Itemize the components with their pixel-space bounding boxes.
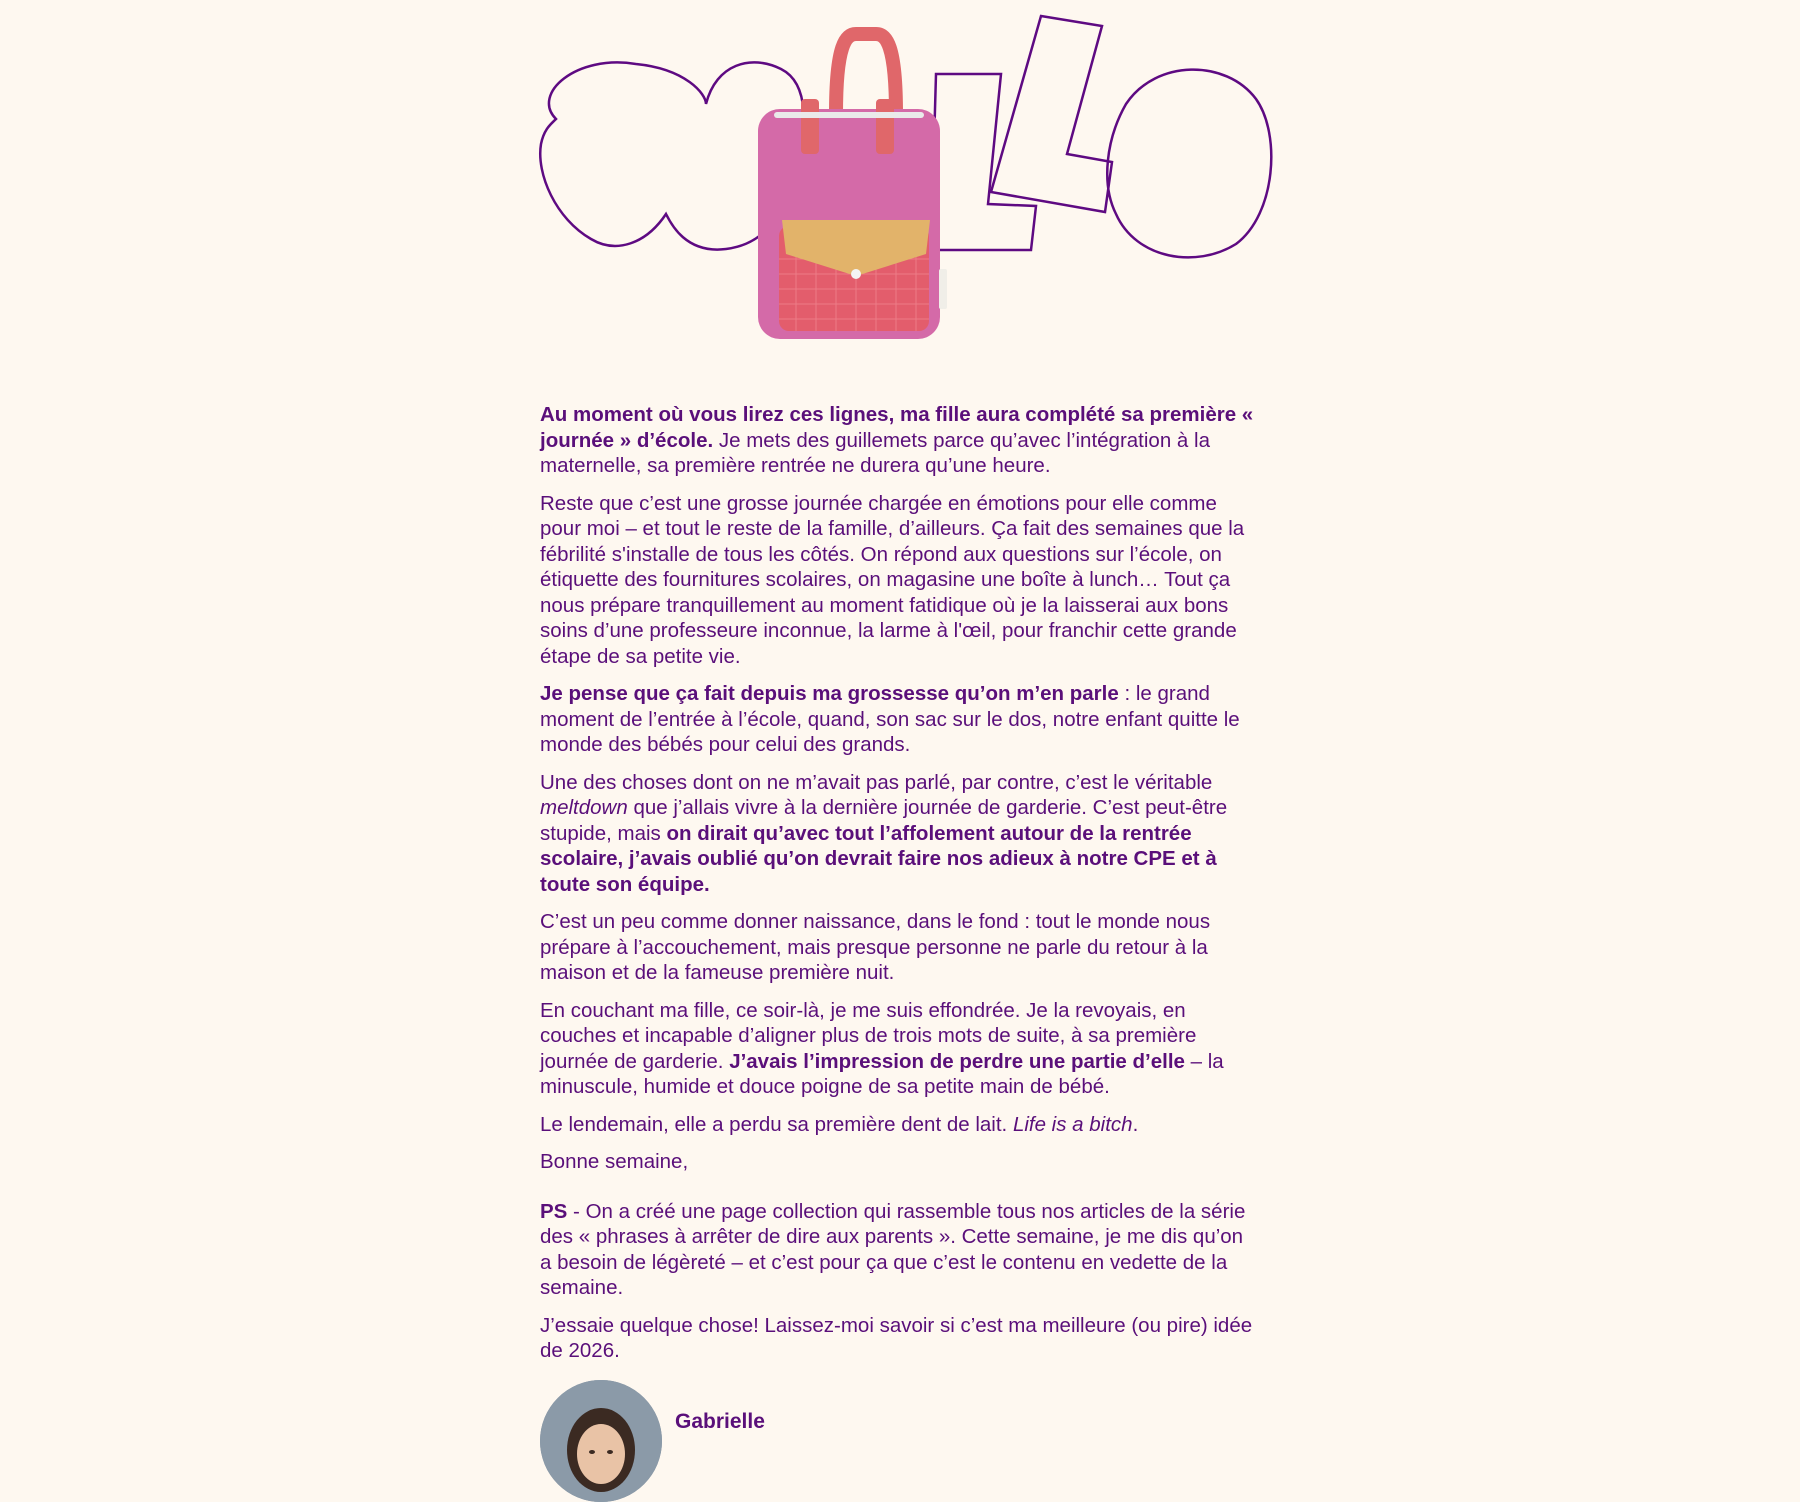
p4-start: Une des choses dont on ne m’avait pas parlé, par contre, c’est le véritable bbox=[540, 770, 1213, 794]
p6-bold: J’avais l’impression de perdre une partie d’elle bbox=[729, 1049, 1185, 1073]
letter-l2-outline bbox=[991, 16, 1112, 212]
paragraph-intro bbox=[540, 402, 1260, 479]
p4-italic: meltdown bbox=[540, 796, 628, 819]
paragraph-2: Reste que c’est une grosse journée chargée en émotions pour elle comme pour moi – et tout le reste de la famille, d’ailleurs. Ça fait des semaines que la fébrilité s'installe de tous les côtés. On répond aux questions sur l’école, on étiquette des fournitures scolaires, on magasine une boîte à lunch… Tout ça nous prépare tranquillement au moment fatidique où je la laisserai aux bons soins d’une professeure inconnue, la larme à l'œil, pour franchir cette grande étape de sa petite vie. bbox=[540, 491, 1245, 668]
p4-bold: on dirait qu’avec tout l’affolement autour de la rentrée scolaire, j’avais oublié qu’on devrait faire nos adieux à notre CPE et à toute son équipe. bbox=[540, 821, 1217, 896]
author-name: Gabrielle bbox=[675, 1410, 765, 1433]
p6-rest: – la minuscule, humide et douce poigne de sa petite main de bébé. bbox=[540, 1049, 1224, 1098]
p7-end: . bbox=[1132, 1112, 1139, 1136]
paragraph-5: C’est un peu comme donner naissance, dans le fond : tout le monde nous prépare à l’accouchement, mais presque personne ne parle du retour à la maison et de la fameuse première nuit. bbox=[540, 910, 1211, 984]
author-block bbox=[540, 1380, 940, 1440]
article-body bbox=[540, 402, 1260, 1376]
p3-rest: : le grand moment de l’entrée à l’école, quand, son sac sur le dos, notre enfant quitte le monde des bébés pour celui des grands. bbox=[540, 682, 1240, 756]
paragraph-7 bbox=[540, 1112, 1260, 1138]
paragraph-ps bbox=[540, 1199, 1260, 1301]
letter-o-outline bbox=[1107, 70, 1271, 258]
backpack-tag bbox=[939, 269, 947, 309]
intro-rest: Je mets des guillemets parce qu’avec l’intégration à la maternelle, sa première rentrée ne durera qu’une heure. bbox=[540, 428, 1210, 477]
p4-middle: que j’allais vivre à la dernière journée de garderie. C’est peut-être stupide, mais bbox=[540, 796, 1228, 845]
hero-illustration bbox=[536, 14, 1276, 354]
backpack-button bbox=[851, 269, 861, 279]
author-photo bbox=[540, 1380, 662, 1502]
paragraph-closing: J’essaie quelque chose! Laissez-moi savoir si c’est ma meilleure (ou pire) idée de 2026. bbox=[540, 1313, 1253, 1362]
ps-label: PS bbox=[540, 1199, 568, 1223]
p7-start: Le lendemain, elle a perdu sa première dent de lait. bbox=[540, 1112, 1013, 1136]
ps-rest: - On a créé une page collection qui rassemble tous nos articles de la série des « phrases à arrêter de dire aux parents ». Cette semaine, je me dis qu’on a besoin de légèreté – et c’est pour ça que c’est le contenu en vedette de la semaine. bbox=[540, 1199, 1246, 1299]
p6-start: En couchant ma fille, ce soir-là, je me suis effondrée. Je la revoyais, en couches et incapable d’aligner plus de trois mots de suite, à sa première journée de garderie. bbox=[540, 998, 1197, 1073]
backpack-strap-right bbox=[876, 99, 894, 154]
backpack-zipper bbox=[774, 112, 924, 118]
paragraph-6 bbox=[540, 998, 1260, 1100]
paragraph-4 bbox=[540, 770, 1260, 898]
paragraph-3 bbox=[540, 681, 1260, 758]
p3-bold: Je pense que ça fait depuis ma grossesse qu’on m’en parle bbox=[540, 682, 1119, 705]
letter-l1-outline bbox=[931, 74, 1036, 250]
p7-italic: Life is a bitch bbox=[1012, 1112, 1133, 1136]
paragraph-signoff: Bonne semaine, bbox=[540, 1150, 689, 1173]
backpack-strap-left bbox=[801, 99, 819, 154]
hello-backpack-art bbox=[536, 14, 1276, 354]
intro-bold: Au moment où vous lirez ces lignes, ma fille aura complété sa première « journée » d’école. bbox=[540, 403, 1254, 452]
author-avatar-icon bbox=[540, 1380, 662, 1502]
